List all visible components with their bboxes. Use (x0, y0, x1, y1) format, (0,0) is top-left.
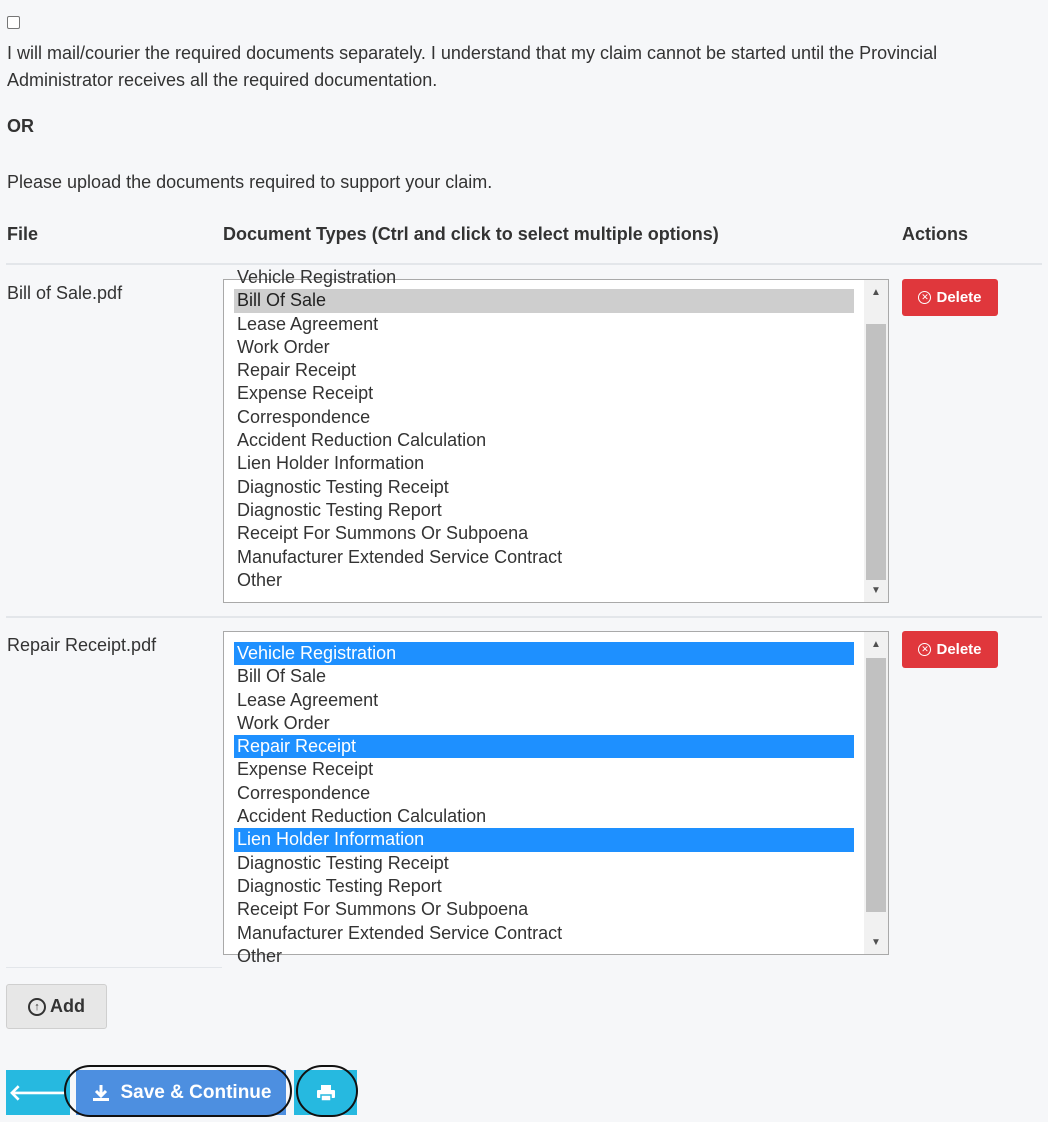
listbox-scrollbar[interactable] (864, 632, 888, 954)
save-button-focus-outline (64, 1065, 292, 1117)
print-button-focus-outline (296, 1065, 358, 1117)
close-circle-icon: ✕ (918, 643, 931, 656)
document-type-option[interactable]: Receipt For Summons Or Subpoena (237, 899, 529, 920)
add-label: Add (50, 996, 85, 1016)
delete-label: Delete (936, 289, 982, 306)
close-circle-icon: ✕ (918, 291, 931, 304)
document-type-option[interactable]: Vehicle Registration (234, 642, 854, 665)
save-label: Save & Continue (120, 1081, 272, 1103)
delete-button[interactable] (902, 279, 998, 316)
document-type-option[interactable]: Repair Receipt (234, 735, 854, 758)
add-file-button[interactable] (6, 984, 107, 1029)
mail-documents-checkbox[interactable] (7, 16, 20, 29)
document-type-option[interactable]: Lease Agreement (237, 313, 379, 334)
scroll-thumb[interactable] (866, 658, 886, 912)
or-label: OR (7, 116, 34, 136)
document-type-option[interactable]: Accident Reduction Calculation (237, 806, 487, 827)
document-type-option[interactable]: Lease Agreement (237, 689, 379, 710)
document-types-listbox[interactable] (223, 267, 889, 603)
document-type-option[interactable]: Manufacturer Extended Service Contract (237, 922, 563, 943)
document-type-option[interactable]: Diagnostic Testing Report (237, 875, 442, 896)
table-header-divider (6, 263, 1042, 265)
file-name: Bill of Sale.pdf (7, 283, 123, 303)
file-column-header: File (7, 224, 39, 244)
actions-column-header: Actions (902, 224, 969, 244)
document-type-option[interactable]: Expense Receipt (237, 759, 374, 780)
document-type-option[interactable]: Receipt For Summons Or Subpoena (237, 523, 529, 544)
document-type-option[interactable]: Lien Holder Information (237, 453, 425, 474)
document-type-option[interactable]: Lien Holder Information (234, 828, 854, 851)
delete-label: Delete (936, 641, 982, 658)
arrow-left-icon: 🡐 (8, 1079, 68, 1105)
scroll-up-arrow-icon[interactable]: ▲ (871, 286, 881, 298)
document-types-listbox[interactable] (223, 631, 889, 966)
document-type-option[interactable]: Diagnostic Testing Receipt (237, 852, 449, 873)
row-divider (6, 967, 222, 968)
back-button[interactable] (6, 1070, 70, 1115)
document-type-option[interactable]: Work Order (237, 336, 330, 357)
document-type-option[interactable]: Correspondence (237, 782, 371, 803)
scroll-down-arrow-icon[interactable]: ▼ (871, 584, 881, 596)
document-types-column-header: Document Types (Ctrl and click to select multiple options) (223, 224, 719, 244)
document-type-option[interactable]: Work Order (237, 712, 330, 733)
document-type-option[interactable]: Manufacturer Extended Service Contract (237, 546, 563, 567)
document-type-option[interactable]: Vehicle Registration (237, 267, 397, 287)
document-type-option[interactable]: Other (237, 569, 283, 590)
document-type-option[interactable]: Correspondence (237, 406, 371, 427)
row-divider (6, 616, 1042, 618)
document-type-option[interactable]: Bill Of Sale (237, 666, 327, 687)
document-type-option[interactable]: Accident Reduction Calculation (237, 430, 487, 451)
scroll-thumb[interactable] (866, 324, 886, 580)
delete-button[interactable] (902, 631, 998, 668)
upload-arrow-icon: ↑ (28, 998, 46, 1016)
document-type-option[interactable]: Diagnostic Testing Receipt (237, 476, 449, 497)
mail-documents-label: I will mail/courier the required documents separately. I understand that my claim cannot be started until the Provincial Administrator receives all the required documentation. (7, 43, 938, 90)
file-name: Repair Receipt.pdf (7, 635, 157, 655)
document-type-option[interactable]: Diagnostic Testing Report (237, 499, 442, 520)
upload-prompt: Please upload the documents required to support your claim. (7, 172, 493, 192)
scroll-down-arrow-icon[interactable]: ▼ (871, 936, 881, 948)
document-type-option[interactable]: Repair Receipt (237, 360, 357, 381)
listbox-scrollbar[interactable] (864, 280, 888, 602)
scroll-up-arrow-icon[interactable]: ▲ (871, 638, 881, 650)
document-type-option[interactable]: Other (237, 945, 283, 966)
document-type-option[interactable]: Bill Of Sale (234, 289, 854, 312)
document-type-option[interactable]: Expense Receipt (237, 383, 374, 404)
